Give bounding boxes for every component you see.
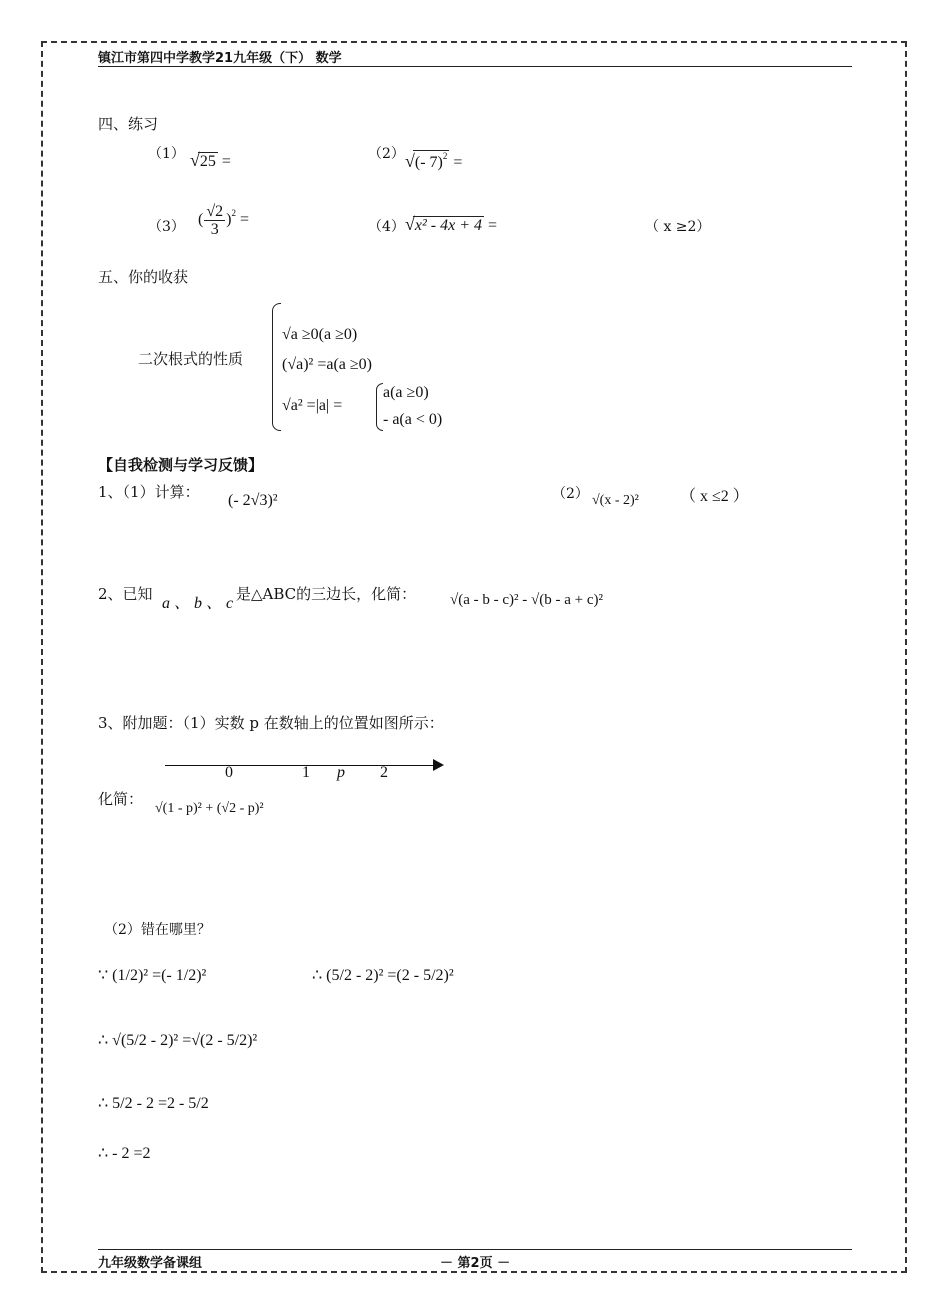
numline-label-1: 1	[302, 764, 310, 781]
property-line3b: - a(a < 0)	[383, 411, 443, 428]
q1-label: （1）	[148, 146, 185, 162]
q4-condition: （ x ≥2）	[645, 219, 711, 235]
self-check-title: 【自我检测与学习反馈】	[98, 456, 264, 474]
q3-expr: ( $\frac{√2}{3}$ )$^2$ =	[198, 203, 249, 238]
abs-brace	[376, 383, 383, 431]
numline-label-2: 2	[380, 764, 388, 781]
property-label: 二次根式的性质	[138, 350, 244, 368]
q4-label: （4）	[368, 219, 405, 235]
q3-label: （3）	[148, 219, 185, 235]
q4-expr: √x² - 4x + 4 =	[405, 214, 498, 234]
property-line3: √a² =|a| =	[282, 397, 343, 414]
p4-title: （2）错在哪里？	[104, 922, 211, 938]
p4-line1: ∵ (1/2)² =(- 1/2)²	[98, 967, 207, 984]
footer-rule	[98, 1249, 852, 1250]
p1-expr: (- 2√3)²	[228, 492, 278, 509]
property-line1: √a ≥0(a ≥0)	[282, 326, 358, 343]
numline-label-0: 0	[225, 764, 233, 781]
header-title: 镇江市第四中学教学21九年级（下） 数学	[98, 51, 342, 66]
q1-expr: √25 =	[190, 150, 231, 170]
footer-left: 九年级数学备课组	[98, 1256, 203, 1271]
p3-text: 3、附加题：（1）实数 p 在数轴上的位置如图所示：	[98, 714, 444, 732]
q2-expr: √(- 7)$^2$ =	[405, 151, 463, 171]
p4-line2: ∴ (5/2 - 2)² =(2 - 5/2)²	[312, 967, 454, 984]
number-line	[165, 765, 435, 766]
p4-line3: ∴ √(5/2 - 2)² =√(2 - 5/2)²	[98, 1032, 258, 1049]
p2-vars: a 、 b 、 c	[162, 595, 234, 612]
p3-expr: √(1 - p)² + (√2 - p)²	[155, 801, 264, 816]
footer-page: － 第2页 －	[440, 1256, 511, 1271]
q2-label: （2）	[368, 146, 405, 162]
property-brace	[272, 303, 281, 431]
numline-label-p: p	[337, 764, 345, 781]
p4-line4: ∴ 5/2 - 2 =2 - 5/2	[98, 1095, 209, 1112]
p1b-label: （2）	[552, 486, 589, 502]
section4-title: 四、练习	[98, 115, 159, 133]
property-line2: (√a)² =a(a ≥0)	[282, 356, 372, 373]
p1-label: 1、（1）计算：	[98, 483, 200, 501]
p3-simplify: 化简：	[98, 790, 144, 808]
p1b-condition: （ x ≤2 ）	[680, 488, 749, 505]
section5-title: 五、你的收获	[98, 268, 189, 286]
p2-text-b: 是△ABC的三边长，化简：	[236, 585, 417, 603]
p4-line5: ∴ - 2 =2	[98, 1145, 151, 1162]
p2-expr: √(a - b - c)² - √(b - a + c)²	[450, 592, 604, 608]
property-line3a: a(a ≥0)	[383, 384, 429, 401]
p2-text-a: 2、已知	[98, 585, 153, 603]
header-rule	[98, 66, 852, 67]
p1b-expr: √(x - 2)²	[592, 493, 639, 508]
number-line-arrow	[433, 759, 444, 771]
